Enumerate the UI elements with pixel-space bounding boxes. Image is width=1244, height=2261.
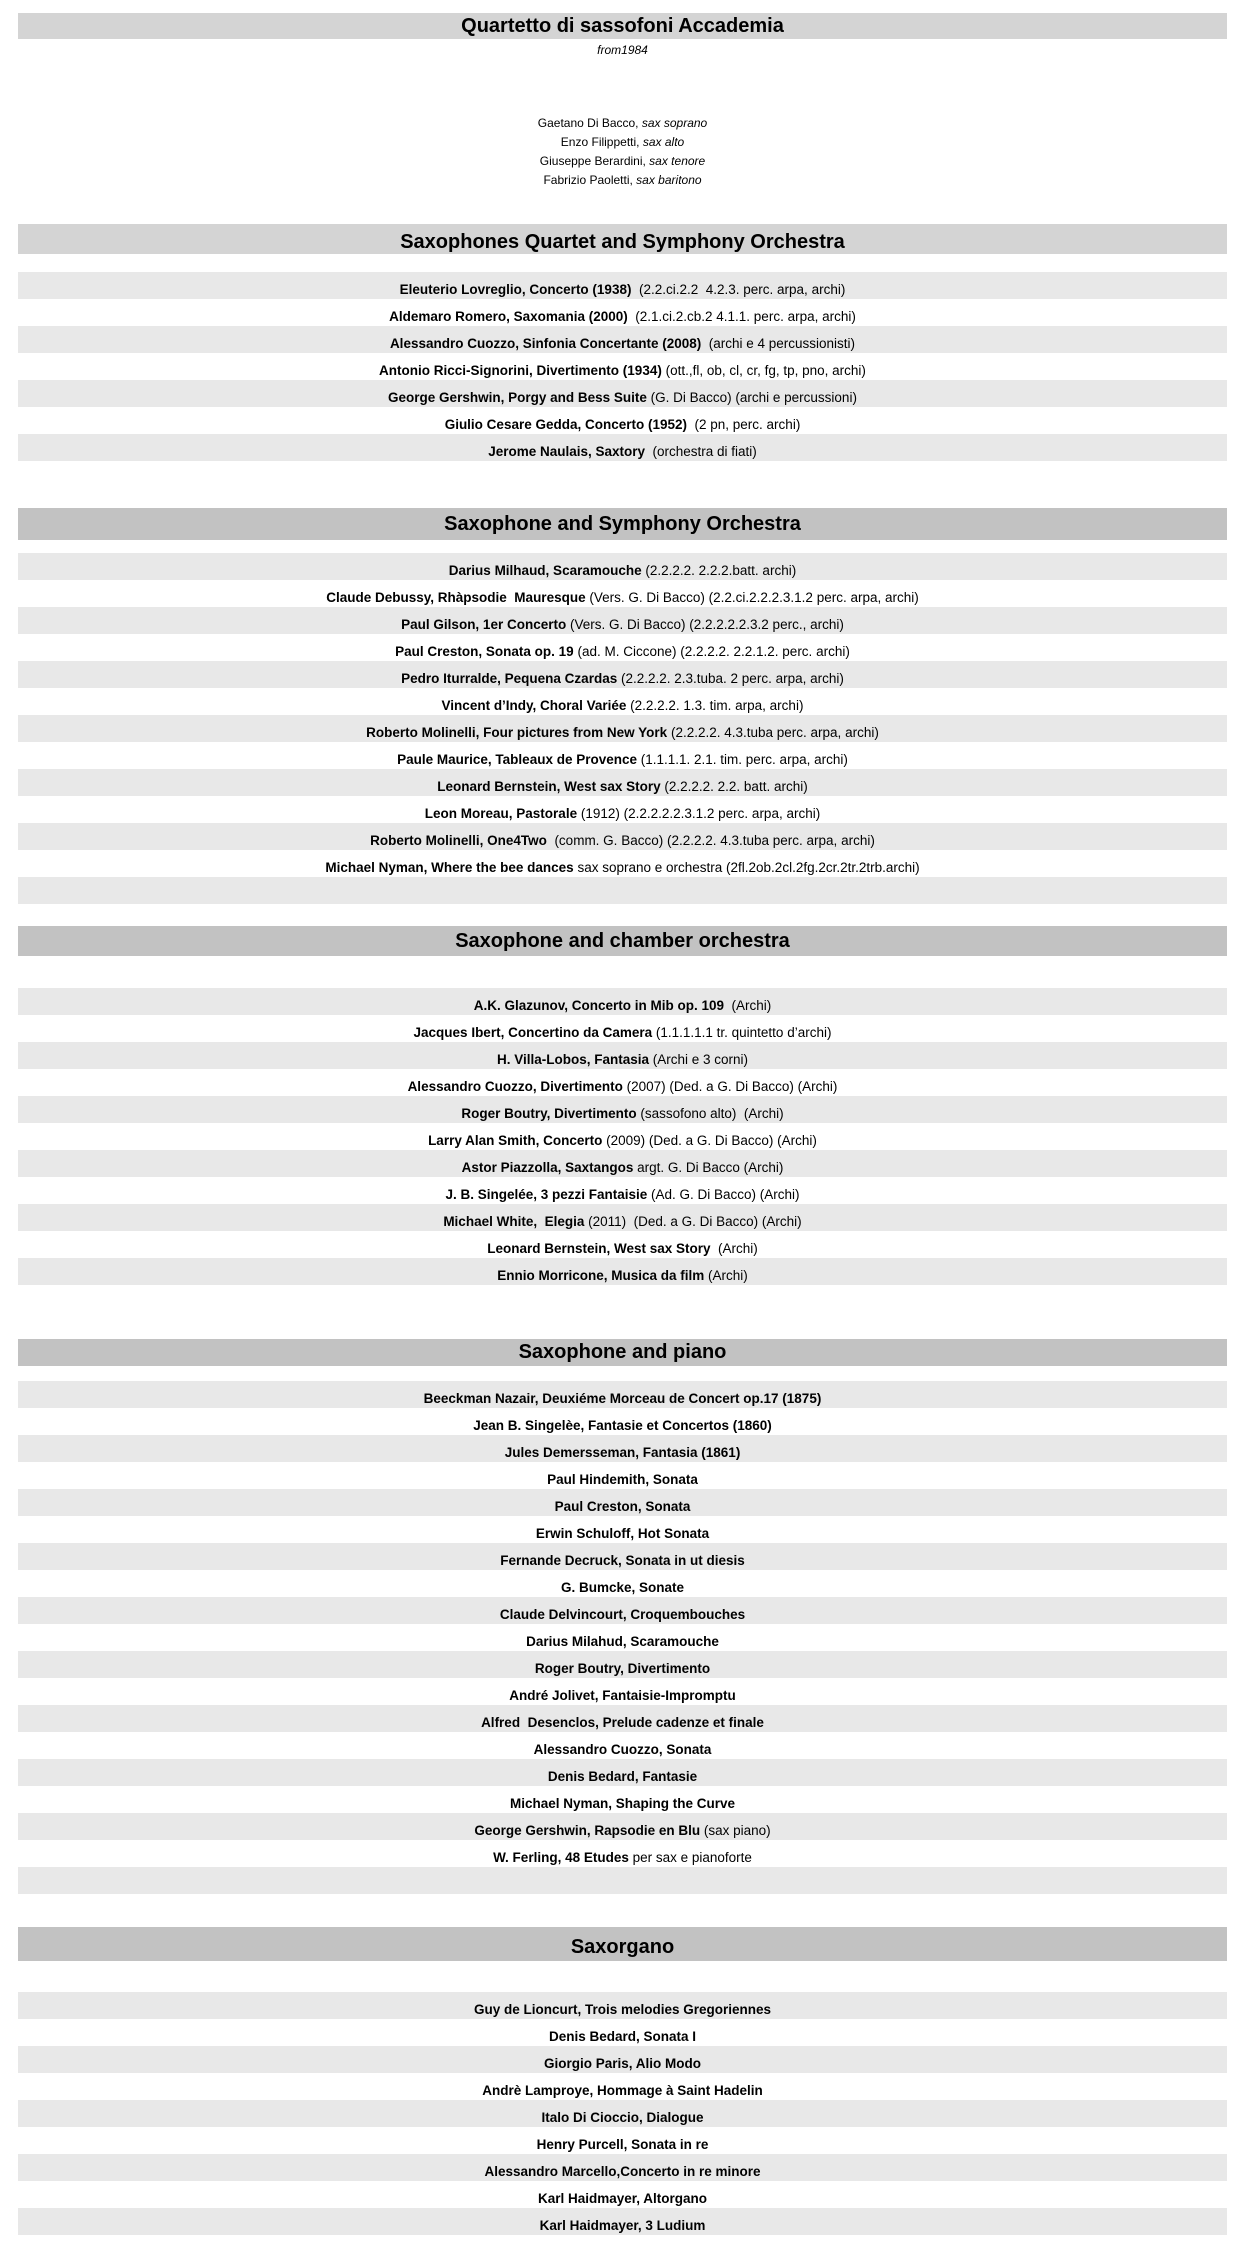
work-title: Antonio Ricci-Signorini, Divertimento (1934) [379,363,662,378]
work-details: (2.2.ci.2.2 4.2.3. perc. arpa, archi) [631,282,846,297]
member-role: sax baritono [636,173,702,187]
work-title: Denis Bedard, Fantasie [547,1769,698,1784]
work-item [18,1516,1227,1543]
work-item [18,1150,1227,1177]
work-title: Paul Hindemith, Sonata [547,1472,698,1487]
work-title: Alessandro Cuozzo, Divertimento [407,1079,623,1094]
work-details: (archi e 4 percussionisti) [701,336,856,351]
work-details: (sassofono alto) (Archi) [636,1106,784,1121]
work-title: Michael Nyman, Shaping the Curve [509,1796,736,1811]
work-details: (2.2.2.2. 2.2. batt. archi) [660,779,808,794]
work-details: (orchestra di fiati) [645,444,757,459]
work-title: Claude Debussy, Rhàpsodie Mauresque [326,590,586,605]
work-item [18,1069,1227,1096]
work-title: Michael Nyman, Where the bee dances [325,860,574,875]
work-title: Erwin Schuloff, Hot Sonata [535,1526,710,1541]
work-item [18,796,1227,823]
work-details: (Vers. G. Di Bacco) (2.2.ci.2.2.2.3.1.2 perc. arpa, archi) [585,590,919,605]
work-title: Alessandro Marcello,Concerto in re minore [484,2164,761,2179]
work-title: Roberto Molinelli, Four pictures from New York [366,725,668,740]
work-item [18,326,1227,353]
work-item [18,272,1227,299]
page-title: Quartetto di sassofoni Accademia [18,13,1227,39]
section-title: Saxorgano [18,1927,1227,1961]
work-details: argt. G. Di Bacco (Archi) [633,1160,784,1175]
work-details: (G. Di Bacco) (archi e percussioni) [646,390,857,405]
work-item [18,2100,1227,2127]
work-item [18,661,1227,688]
work-item [18,2181,1227,2208]
member-item [18,114,1227,133]
work-details: (Archi) [724,998,772,1013]
work-item [18,353,1227,380]
work-list [18,272,1227,461]
work-title: W. Ferling, 48 Etudes [493,1850,629,1865]
work-title: Jules Demersseman, Fantasia (1861) [504,1445,741,1460]
work-details: (Archi) [710,1241,758,1256]
member-role: sax tenore [649,154,706,168]
work-item [18,1786,1227,1813]
member-role: sax soprano [641,116,708,130]
members-list [18,114,1227,190]
work-item [18,2208,1227,2235]
work-item [18,1678,1227,1705]
work-item [18,742,1227,769]
work-item [18,850,1227,877]
work-item [18,1813,1227,1840]
work-title: Fernande Decruck, Sonata in ut diesis [500,1553,745,1568]
work-item [18,1597,1227,1624]
work-item [18,1231,1227,1258]
work-title: Italo Di Cioccio, Dialogue [541,2110,704,2125]
work-item [18,1177,1227,1204]
work-item [18,434,1227,461]
work-item [18,1624,1227,1651]
work-details: sax soprano e orchestra (2fl.2ob.2cl.2fg.2cr.2tr.2trb.archi) [573,860,920,875]
work-details: (2 pn, perc. archi) [687,417,801,432]
work-item [18,2019,1227,2046]
work-item [18,1759,1227,1786]
work-title: Astor Piazzolla, Saxtangos [461,1160,634,1175]
work-details: (2007) (Ded. a G. Di Bacco) (Archi) [622,1079,838,1094]
work-item [18,634,1227,661]
work-title: Leonard Bernstein, West sax Story [487,1241,711,1256]
work-details: (2009) (Ded. a G. Di Bacco) (Archi) [602,1133,817,1148]
work-title: Ennio Morricone, Musica da film [497,1268,705,1283]
work-item [18,1732,1227,1759]
work-details: (Ad. G. Di Bacco) (Archi) [647,1187,800,1202]
work-title: Vincent d’Indy, Choral Variée [441,698,627,713]
work-item [18,1123,1227,1150]
member-role: sax alto [642,135,685,149]
work-title: G. Bumcke, Sonate [560,1580,685,1595]
work-title: Paule Maurice, Tableaux de Provence [397,752,637,767]
work-title: George Gershwin, Porgy and Bess Suite [388,390,647,405]
work-item [18,607,1227,634]
work-item [18,1705,1227,1732]
work-title: Andrè Lamproye, Hommage à Saint Hadelin [482,2083,763,2098]
work-title: Aldemaro Romero, Saxomania (2000) [389,309,628,324]
work-title: Darius Milhaud, Scaramouche [448,563,642,578]
work-title: Alfred Desenclos, Prelude cadenze et finale [481,1715,764,1730]
section-title: Saxophones Quartet and Symphony Orchestra [18,224,1227,254]
work-item [18,1096,1227,1123]
work-list [18,988,1227,1285]
work-details: (2011) (Ded. a G. Di Bacco) (Archi) [584,1214,802,1229]
work-item [18,553,1227,580]
work-item [18,1381,1227,1408]
work-item [18,1435,1227,1462]
work-item [18,769,1227,796]
work-title: Alessandro Cuozzo, Sonata [533,1742,712,1757]
work-item [18,1204,1227,1231]
work-item [18,1570,1227,1597]
member-name: Giuseppe Berardini, [539,154,650,168]
member-item [18,152,1227,171]
work-title: Darius Milahud, Scaramouche [526,1634,719,1649]
work-details: (comm. G. Bacco) (2.2.2.2. 4.3.tuba perc. arpa, archi) [546,833,875,848]
member-item [18,171,1227,190]
work-list [18,1992,1227,2235]
page-subtitle: from1984 [597,43,648,57]
work-title: André Jolivet, Fantaisie-Impromptu [509,1688,736,1703]
work-item [18,1651,1227,1678]
work-title: Paul Creston, Sonata op. 19 [395,644,574,659]
member-name: Enzo Filippetti, [560,135,643,149]
work-title: Beeckman Nazair, Deuxiéme Morceau de Concert op.17 (1875) [423,1391,822,1406]
work-title: Leonard Bernstein, West sax Story [437,779,661,794]
work-item [18,2046,1227,2073]
work-title: Giorgio Paris, Alio Modo [543,2056,701,2071]
work-details: (2.2.2.2. 2.2.2.batt. archi) [641,563,797,578]
work-title: Jean B. Singelèe, Fantasie et Concertos (1860) [473,1418,772,1433]
work-details: (2.2.2.2. 1.3. tim. arpa, archi) [626,698,804,713]
work-item [18,688,1227,715]
work-title: Denis Bedard, Sonata I [548,2029,697,2044]
work-item [18,580,1227,607]
work-details: per sax e pianoforte [628,1850,752,1865]
work-title: J. B. Singelée, 3 pezzi Fantaisie [445,1187,648,1202]
work-title: George Gershwin, Rapsodie en Blu [474,1823,701,1838]
work-item [18,299,1227,326]
work-list [18,553,1227,904]
section-title: Saxophone and piano [18,1339,1227,1366]
member-name: Fabrizio Paoletti, [543,173,637,187]
work-item [18,1462,1227,1489]
work-title: Roger Boutry, Divertimento [461,1106,637,1121]
work-details: (1912) (2.2.2.2.2.3.1.2 perc. arpa, archi) [577,806,821,821]
work-title: Eleuterio Lovreglio, Concerto (1938) [399,282,632,297]
work-details: (ad. M. Ciccone) (2.2.2.2. 2.2.1.2. perc. archi) [573,644,850,659]
work-title: Guy de Lioncurt, Trois melodies Gregoriennes [473,2002,772,2017]
work-details: (Archi e 3 corni) [649,1052,749,1067]
work-title: Pedro Iturralde, Pequena Czardas [401,671,618,686]
work-item [18,1015,1227,1042]
work-title: A.K. Glazunov, Concerto in Mib op. 109 [473,998,725,1013]
work-title: Larry Alan Smith, Concerto [428,1133,603,1148]
work-title: Giulio Cesare Gedda, Concerto (1952) [444,417,688,432]
work-details: (2.1.ci.2.cb.2 4.1.1. perc. arpa, archi) [627,309,856,324]
work-title: H. Villa-Lobos, Fantasia [496,1052,649,1067]
member-item [18,133,1227,152]
work-list [18,1381,1227,1894]
work-item [18,2127,1227,2154]
work-title: Leon Moreau, Pastorale [424,806,578,821]
work-title: Paul Gilson, 1er Concerto [401,617,567,632]
work-details: (2.2.2.2. 2.3.tuba. 2 perc. arpa, archi) [617,671,844,686]
member-name: Gaetano Di Bacco, [537,116,642,130]
work-item [18,380,1227,407]
work-item [18,2073,1227,2100]
work-title: Claude Delvincourt, Croquembouches [499,1607,746,1622]
work-details: (2.2.2.2. 4.3.tuba perc. arpa, archi) [667,725,879,740]
blank-row [18,877,1227,904]
section-title: Saxophone and chamber orchestra [18,926,1227,956]
work-title: Karl Haidmayer, 3 Ludium [539,2218,706,2233]
work-title: Alessandro Cuozzo, Sinfonia Concertante (2008) [389,336,702,351]
work-item [18,407,1227,434]
work-title: Michael White, Elegia [443,1214,585,1229]
work-title: Karl Haidmayer, Altorgano [537,2191,708,2206]
work-title: Jacques Ibert, Concertino da Camera [413,1025,653,1040]
work-item [18,1408,1227,1435]
section-title: Saxophone and Symphony Orchestra [18,508,1227,540]
work-item [18,988,1227,1015]
work-title: Jerome Naulais, Saxtory [488,444,646,459]
work-title: Paul Creston, Sonata [554,1499,691,1514]
work-item [18,1489,1227,1516]
work-item [18,1543,1227,1570]
work-details: (1.1.1.1.1 tr. quintetto d’archi) [652,1025,832,1040]
work-details: (sax piano) [700,1823,771,1838]
work-title: Henry Purcell, Sonata in re [536,2137,709,2152]
work-item [18,1258,1227,1285]
work-details: (Archi) [704,1268,748,1283]
work-item [18,715,1227,742]
work-item [18,1042,1227,1069]
work-details: (Vers. G. Di Bacco) (2.2.2.2.2.3.2 perc., archi) [566,617,844,632]
blank-row [18,1867,1227,1894]
work-details: (1.1.1.1. 2.1. tim. perc. arpa, archi) [637,752,848,767]
work-item [18,1840,1227,1867]
work-title: Roberto Molinelli, One4Two [370,833,547,848]
work-item [18,2154,1227,2181]
work-item [18,823,1227,850]
work-details: (ott.,fl, ob, cl, cr, fg, tp, pno, archi) [661,363,866,378]
work-item [18,1992,1227,2019]
work-title: Roger Boutry, Divertimento [534,1661,711,1676]
